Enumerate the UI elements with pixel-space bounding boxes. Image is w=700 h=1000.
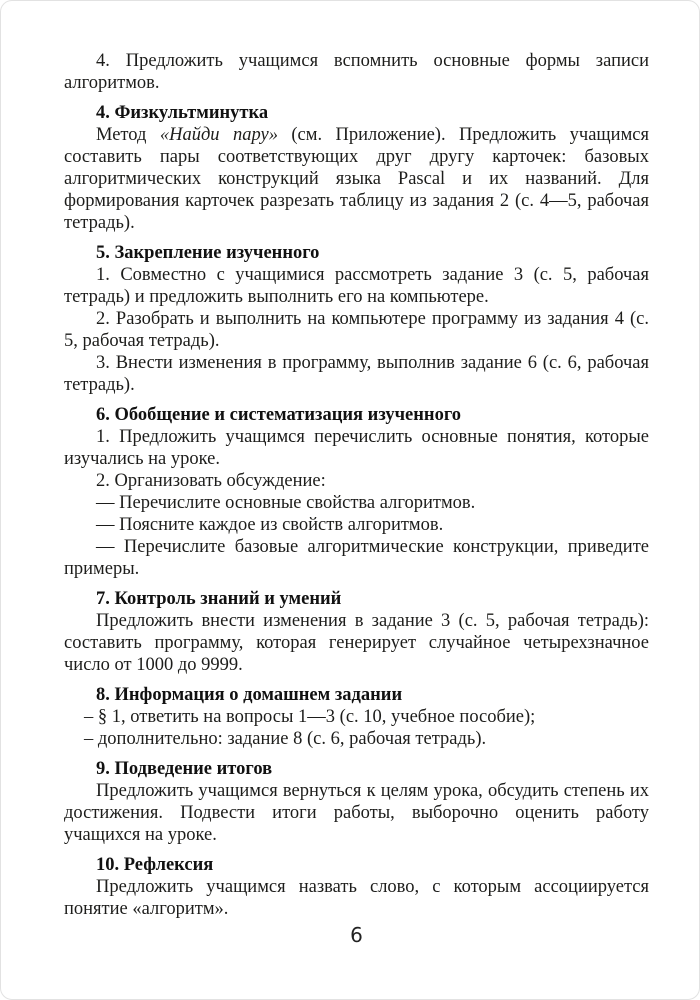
section-heading: 9. Подведение итогов xyxy=(96,759,273,779)
paragraph: Предложить учащимся вернуться к целям урока, обсудить степень их достижения. Подвести итоги работы, выборочно оценить работу учащихся на уроке. xyxy=(64,781,649,845)
section-heading: 8. Информация о домашнем задании xyxy=(96,685,403,705)
paragraph: 1. Предложить учащимся перечислить основные понятия, которые изучались на уроке. xyxy=(64,427,649,469)
document-body xyxy=(64,50,649,920)
paragraph: 1. Совместно с учащимися рассмотреть задание 3 (с. 5, рабочая тетрадь) и предложить выполнить его на компьютере. xyxy=(64,265,649,307)
section-heading: 6. Обобщение и систематизация изученного xyxy=(96,405,462,425)
paragraph: 2. Организовать обсуждение: xyxy=(96,471,326,491)
paragraph: — Перечислите основные свойства алгоритмов. xyxy=(96,493,476,513)
paragraph: — Поясните каждое из свойств алгоритмов. xyxy=(96,515,444,535)
paragraph: Предложить учащимся назвать слово, с которым ассоциируется понятие «алгоритм». xyxy=(64,877,649,919)
paragraph: 2. Разобрать и выполнить на компьютере программу из задания 4 (с. 5, рабочая тетрадь). xyxy=(64,309,649,351)
paragraph: — Перечислите базовые алгоритмические конструкции, приведите примеры. xyxy=(64,537,649,579)
section-heading: 7. Контроль знаний и умений xyxy=(96,589,342,609)
section-heading: 4. Физкультминутка xyxy=(96,103,269,123)
paragraph: 4. Предложить учащимся вспомнить основные формы записи алгоритмов. xyxy=(64,51,649,93)
section-heading: 5. Закрепление изученного xyxy=(96,243,320,263)
page-number: 6 xyxy=(350,923,363,947)
section-heading: 10. Рефлексия xyxy=(96,855,214,875)
paragraph: Предложить внести изменения в задание 3 (с. 5, рабочая тетрадь): составить программу, которая генерирует случайное четырехзначное число от 1000 до 9999. xyxy=(64,611,649,675)
paragraph: Метод «Найди пару» (см. Приложение). Предложить учащимся составить пары соответствующих друг другу карточек: базовых алгоритмических конструкций языка Pascal и их названий. Для формирования карточек разрезать таблицу из задания 2 (с. 4—5, рабочая тетрадь). xyxy=(64,125,650,233)
paragraph: – § 1, ответить на вопросы 1—3 (с. 10, учебное пособие); xyxy=(84,707,536,727)
paragraph: 3. Внести изменения в программу, выполнив задание 6 (с. 6, рабочая тетрадь). xyxy=(64,353,649,395)
paragraph: – дополнительно: задание 8 (с. 6, рабочая тетрадь). xyxy=(84,729,487,749)
